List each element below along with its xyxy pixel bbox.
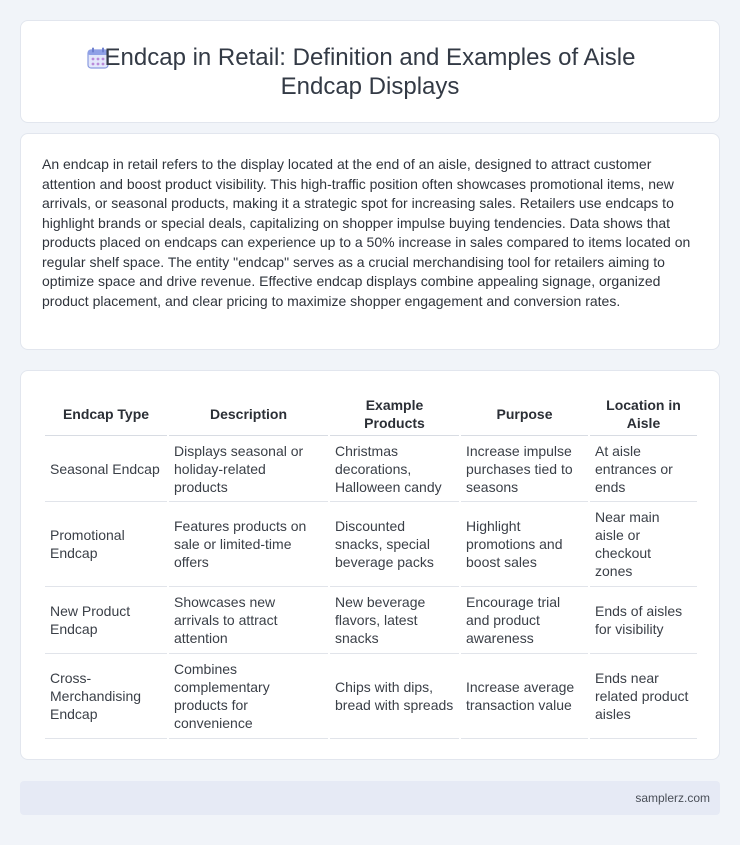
table-cell: Near main aisle or checkout zones: [590, 502, 697, 587]
footer-bar: [20, 781, 720, 815]
table-cell: Seasonal Endcap: [45, 436, 167, 502]
table-cell: Displays seasonal or holiday-related products: [169, 436, 328, 502]
column-header: Location in Aisle: [590, 391, 697, 436]
column-header: Endcap Type: [45, 391, 167, 436]
endcap-table: [43, 391, 699, 739]
table-cell: Discounted snacks, special beverage packs: [330, 502, 459, 587]
table-cell: Cross-Merchandising Endcap: [45, 654, 167, 739]
table-cell: Ends near related product aisles: [590, 654, 697, 739]
column-header: Purpose: [461, 391, 588, 436]
table-cell: Encourage trial and product awareness: [461, 587, 588, 654]
table-row: [45, 502, 697, 587]
intro-paragraph: An endcap in retail refers to the display located at the end of an aisle, designed to attract customer attention and boost product visibility. This high-traffic position often showcases promotional items, new arrivals, or seasonal products, making it a strategic spot for increasing sales. Retailers use endcaps to highlight brands or special deals, capitalizing on shopper impulse buying tendencies. Data shows that products placed on endcaps can experience up to a 50% increase in sales compared to items located on regular shelf space. The entity "endcap" serves as a crucial merchandising tool for retailers aiming to optimize space and drive revenue. Effective endcap displays combine appealing signage, organized product placement, and clear pricing to maximize shopper engagement and conversion rates.: [42, 156, 691, 309]
table-card: [20, 370, 720, 760]
table-cell: Increase average transaction value: [461, 654, 588, 739]
title-card: [20, 20, 720, 123]
table-cell: Ends of aisles for visibility: [590, 587, 697, 654]
table-row: [45, 436, 697, 502]
column-header: Description: [169, 391, 328, 436]
table-cell: Features products on sale or limited-time offers: [169, 502, 328, 587]
table-row: [45, 654, 697, 739]
table-cell: Christmas decorations, Halloween candy: [330, 436, 459, 502]
column-header: Example Products: [330, 391, 459, 436]
table-cell: Promotional Endcap: [45, 502, 167, 587]
table-cell: Chips with dips, bread with spreads: [330, 654, 459, 739]
table-cell: Combines complementary products for convenience: [169, 654, 328, 739]
table-cell: New Product Endcap: [45, 587, 167, 654]
footer-site-link[interactable]: samplerz.com: [635, 791, 710, 805]
table-cell: Highlight promotions and boost sales: [461, 502, 588, 587]
table-cell: Increase impulse purchases tied to seasons: [461, 436, 588, 502]
table-row: [45, 587, 697, 654]
intro-card: [20, 133, 720, 350]
table-cell: At aisle entrances or ends: [590, 436, 697, 502]
table-cell: Showcases new arrivals to attract attention: [169, 587, 328, 654]
table-header-row: [45, 391, 697, 436]
page-title: Endcap in Retail: Definition and Examples of Aisle Endcap Displays: [104, 44, 636, 100]
table-cell: New beverage flavors, latest snacks: [330, 587, 459, 654]
